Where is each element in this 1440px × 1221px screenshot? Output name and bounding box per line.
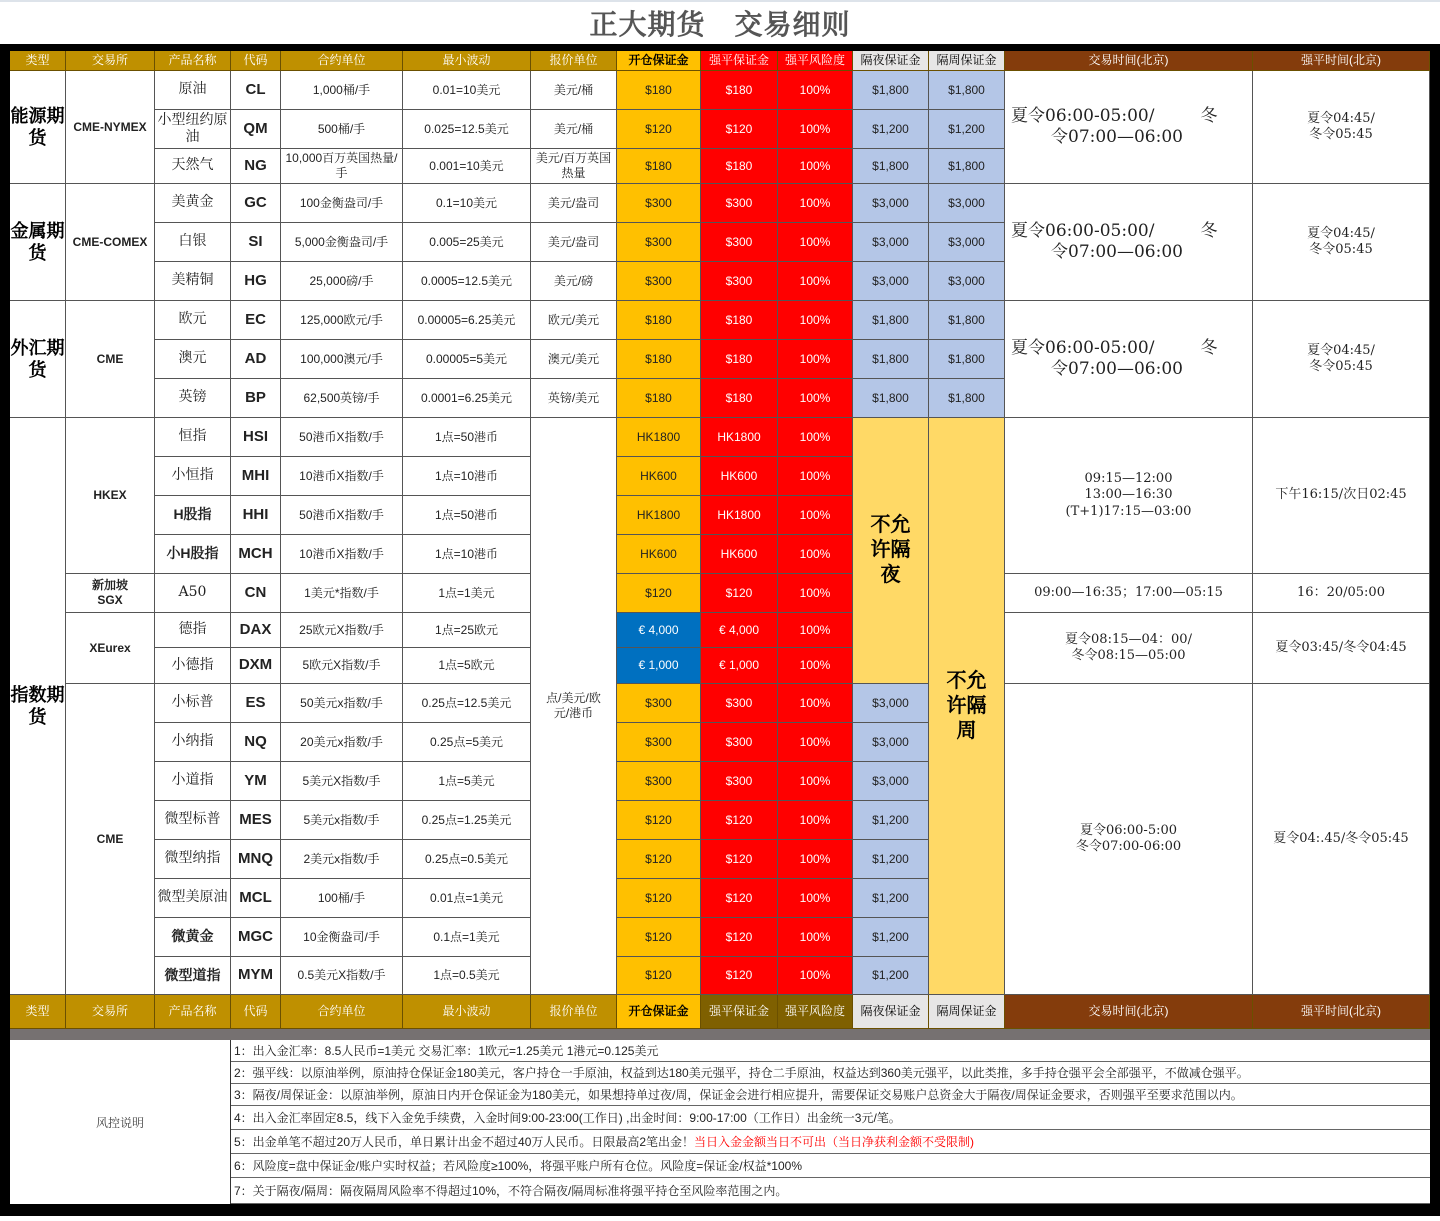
risk-note-item (231, 1062, 1430, 1084)
open-margin: $300 (617, 223, 701, 262)
product-code: DXM (231, 648, 281, 684)
liquidation-risk: 100% (778, 149, 853, 184)
overweek-margin: $1,800 (929, 149, 1005, 184)
liquidation-risk: 100% (778, 879, 853, 918)
page-title: 正大期货 交易细则 (0, 0, 1440, 44)
product-name: 小纳指 (155, 723, 231, 762)
product-code: HG (231, 262, 281, 301)
liquidation-risk: 100% (778, 223, 853, 262)
product-code: DAX (231, 613, 281, 648)
liquidation-risk: 100% (778, 110, 853, 149)
open-margin: $300 (617, 684, 701, 723)
product-code: YM (231, 762, 281, 801)
open-margin: $120 (617, 918, 701, 957)
product-code: HSI (231, 418, 281, 457)
overnight-margin: $1,800 (853, 340, 929, 379)
overnight-margin: $1,200 (853, 879, 929, 918)
liquidation-risk: 100% (778, 301, 853, 340)
min-tick: 1点=0.5美元 (403, 957, 531, 995)
no-overweek-label: 不允许隔周 (929, 418, 1005, 995)
open-margin: $180 (617, 149, 701, 184)
text-line: 夏令06:00-05:00/ (1011, 220, 1155, 241)
min-tick: 0.25点=1.25美元 (403, 801, 531, 840)
min-tick: 1点=25欧元 (403, 613, 531, 648)
text-line: 令07:00—06:00 (1051, 127, 1183, 147)
quote-unit: 欧元/美元 (531, 301, 617, 340)
exchange-fx: CME (66, 301, 155, 418)
product-name: 恒指 (155, 418, 231, 457)
liq-time-energy (1253, 71, 1430, 184)
liquidation-margin: $180 (701, 340, 778, 379)
min-tick: 1点=1美元 (403, 574, 531, 613)
open-margin: $180 (617, 71, 701, 110)
text-line: 令07:00—06:00 (1051, 242, 1183, 262)
product-code: MES (231, 801, 281, 840)
liquidation-risk: 100% (778, 340, 853, 379)
product-name: 英镑 (155, 379, 231, 418)
exchange-cme: CME (66, 684, 155, 995)
liquidation-margin: $120 (701, 801, 778, 840)
min-tick: 0.1点=1美元 (403, 918, 531, 957)
liquidation-margin: $120 (701, 957, 778, 995)
column-footer: 最小波动 (403, 995, 531, 1029)
text-line: 令07:00—06:00 (1051, 359, 1183, 379)
column-footer: 强平保证金 (701, 995, 778, 1029)
overnight-margin: $1,800 (853, 149, 929, 184)
open-margin: € 4,000 (617, 613, 701, 648)
trade-time-cme (1005, 684, 1253, 995)
liquidation-margin: $120 (701, 110, 778, 149)
trade-time-metal (1005, 184, 1253, 301)
contract-unit: 10港币X指数/手 (281, 457, 403, 496)
contract-unit: 5,000金衡盎司/手 (281, 223, 403, 262)
liquidation-risk: 100% (778, 723, 853, 762)
product-code: MYM (231, 957, 281, 995)
product-name: 微型纳指 (155, 840, 231, 879)
liquidation-margin: $180 (701, 149, 778, 184)
column-header: 代码 (231, 51, 281, 71)
open-margin: $120 (617, 879, 701, 918)
open-margin: HK600 (617, 457, 701, 496)
product-name: 欧元 (155, 301, 231, 340)
contract-unit: 500桶/手 (281, 110, 403, 149)
exchange-energy: CME-NYMEX (66, 71, 155, 184)
liquidation-margin: $120 (701, 840, 778, 879)
product-code: AD (231, 340, 281, 379)
product-code: MHI (231, 457, 281, 496)
quote-unit: 英镑/美元 (531, 379, 617, 418)
text-line: 夏令08:15—04：00/ (1065, 631, 1192, 647)
liquidation-margin: $120 (701, 879, 778, 918)
column-header: 开仓保证金 (617, 51, 701, 71)
contract-unit: 50港币X指数/手 (281, 418, 403, 457)
liquidation-risk: 100% (778, 918, 853, 957)
product-code: MCL (231, 879, 281, 918)
note-text: 4：出入金汇率固定8.5，线下入金免手续费，入金时间9:00-23:00(工作日) ,出金时间：9:00-17:00（工作日）出金统一3元/笔。 (234, 1111, 901, 1125)
open-margin: $180 (617, 301, 701, 340)
text-line: 冬 (1200, 220, 1218, 241)
trade-time-energy (1005, 71, 1253, 184)
overnight-margin: $3,000 (853, 723, 929, 762)
product-code: NQ (231, 723, 281, 762)
liquidation-margin: € 4,000 (701, 613, 778, 648)
overnight-margin: $1,200 (853, 840, 929, 879)
min-tick: 0.00005=5美元 (403, 340, 531, 379)
column-footer: 交易所 (66, 995, 155, 1029)
exchange-eurex: XEurex (66, 613, 155, 684)
open-margin: HK600 (617, 535, 701, 574)
note-text: 6：风险度=盘中保证金/账户实时权益；若风险度≥100%，将强平账户所有仓位。风险度=保证金/权益*100% (234, 1159, 802, 1173)
text-line: 夏令04:45/ (1307, 225, 1375, 241)
note-text: 3：隔夜/周保证金：以原油举例，原油日内开仓保证金为180美元，如果想持单过夜/周，保证金会进行相应提升，需要保证交易账户总资金大于隔夜/周保证金要求，否则强平至要求范围以内。 (234, 1088, 1243, 1102)
product-name: 天然气 (155, 149, 231, 184)
product-name: 微型美原油 (155, 879, 231, 918)
overweek-margin: $3,000 (929, 223, 1005, 262)
quote-unit: 美元/盎司 (531, 223, 617, 262)
min-tick: 0.01点=1美元 (403, 879, 531, 918)
text-line: 冬令05:45 (1309, 127, 1373, 142)
text-line: 冬令05:45 (1309, 359, 1373, 374)
column-footer: 强平时间(北京) (1253, 995, 1430, 1029)
contract-unit: 100金衡盎司/手 (281, 184, 403, 223)
liquidation-risk: 100% (778, 684, 853, 723)
overweek-margin: $3,000 (929, 184, 1005, 223)
contract-unit: 5美元x指数/手 (281, 801, 403, 840)
text-line: 13:00—16:30 (1084, 487, 1173, 503)
product-name: 微型道指 (155, 957, 231, 995)
quote-unit: 美元/百万英国热量 (531, 149, 617, 184)
contract-unit: 5美元X指数/手 (281, 762, 403, 801)
liquidation-risk: 100% (778, 840, 853, 879)
product-code: GC (231, 184, 281, 223)
open-margin: $300 (617, 184, 701, 223)
trade-time-eurex (1005, 613, 1253, 684)
column-header: 强平保证金 (701, 51, 778, 71)
liquidation-margin: $120 (701, 918, 778, 957)
liquidation-risk: 100% (778, 418, 853, 457)
product-code: CL (231, 71, 281, 110)
min-tick: 0.0001=6.25美元 (403, 379, 531, 418)
note-text: 1：出入金汇率：8.5人民币=1美元 交易汇率：1欧元=1.25美元 1港元=0.125美元 (234, 1044, 659, 1058)
column-footer: 产品名称 (155, 995, 231, 1029)
min-tick: 0.005=25美元 (403, 223, 531, 262)
open-margin: $300 (617, 262, 701, 301)
column-footer: 类型 (10, 995, 66, 1029)
liq-time-sgx: 16：20/05:00 (1253, 574, 1430, 613)
contract-unit: 1美元*指数/手 (281, 574, 403, 613)
min-tick: 0.01=10美元 (403, 71, 531, 110)
category-index: 指数期货 (10, 418, 66, 995)
overweek-margin: $1,800 (929, 71, 1005, 110)
liquidation-margin: $300 (701, 723, 778, 762)
column-footer: 合约单位 (281, 995, 403, 1029)
separator-bar (10, 1029, 1430, 1040)
quote-unit: 美元/盎司 (531, 184, 617, 223)
risk-notes-label: 风控说明 (10, 1040, 231, 1204)
open-margin: $120 (617, 840, 701, 879)
risk-note-item (231, 1130, 1430, 1154)
category-metal: 金属期货 (10, 184, 66, 301)
exchange-metal: CME-COMEX (66, 184, 155, 301)
contract-unit: 50港币X指数/手 (281, 496, 403, 535)
quote-unit: 美元/磅 (531, 262, 617, 301)
liquidation-risk: 100% (778, 801, 853, 840)
min-tick: 1点=5欧元 (403, 648, 531, 684)
overweek-margin: $3,000 (929, 262, 1005, 301)
contract-unit: 10金衡盎司/手 (281, 918, 403, 957)
liquidation-margin: HK1800 (701, 418, 778, 457)
text-line: 夏令04:45/ (1307, 110, 1375, 126)
product-name: 原油 (155, 71, 231, 110)
overnight-margin: $1,200 (853, 801, 929, 840)
text-line: 夏令06:00-05:00/ (1011, 105, 1155, 126)
liquidation-risk: 100% (778, 262, 853, 301)
product-name: 微型标普 (155, 801, 231, 840)
product-name: 小恒指 (155, 457, 231, 496)
overweek-margin: $1,800 (929, 301, 1005, 340)
product-code: QM (231, 110, 281, 149)
overnight-margin: $3,000 (853, 223, 929, 262)
trade-time-hkex (1005, 418, 1253, 574)
min-tick: 0.25点=5美元 (403, 723, 531, 762)
open-margin: $120 (617, 801, 701, 840)
liquidation-margin: $180 (701, 71, 778, 110)
overnight-margin: $3,000 (853, 184, 929, 223)
liquidation-risk: 100% (778, 613, 853, 648)
liquidation-risk: 100% (778, 496, 853, 535)
contract-unit: 2美元x指数/手 (281, 840, 403, 879)
quote-unit: 美元/桶 (531, 110, 617, 149)
column-header: 交易所 (66, 51, 155, 71)
contract-unit: 25,000磅/手 (281, 262, 403, 301)
liq-time-fx (1253, 301, 1430, 418)
risk-note-item (231, 1084, 1430, 1106)
product-code: ES (231, 684, 281, 723)
column-header: 报价单位 (531, 51, 617, 71)
liquidation-risk: 100% (778, 184, 853, 223)
open-margin: € 1,000 (617, 648, 701, 684)
category-fx: 外汇期货 (10, 301, 66, 418)
min-tick: 0.1=10美元 (403, 184, 531, 223)
trade-time-fx (1005, 301, 1253, 418)
liquidation-margin: $180 (701, 379, 778, 418)
overnight-margin: $1,200 (853, 918, 929, 957)
column-header: 隔周保证金 (929, 51, 1005, 71)
product-code: HHI (231, 496, 281, 535)
min-tick: 1点=50港币 (403, 418, 531, 457)
text-line: 夏令04:45/ (1307, 342, 1375, 358)
quote-unit: 美元/桶 (531, 71, 617, 110)
overnight-margin: $3,000 (853, 262, 929, 301)
product-name: 澳元 (155, 340, 231, 379)
open-margin: $300 (617, 762, 701, 801)
text-line: 09:15—12:00 (1084, 471, 1173, 487)
text-line: (T+1)17:15—03:00 (1065, 503, 1192, 519)
liquidation-risk: 100% (778, 71, 853, 110)
text-line: 冬 (1200, 105, 1218, 126)
min-tick: 0.001=10美元 (403, 149, 531, 184)
quote-unit-index: 点/美元/欧元/港币 (531, 418, 617, 995)
contract-unit: 100桶/手 (281, 879, 403, 918)
product-name: 美黄金 (155, 184, 231, 223)
text-line: 冬令07:00-06:00 (1075, 839, 1182, 854)
product-code: CN (231, 574, 281, 613)
product-code: NG (231, 149, 281, 184)
liquidation-margin: $180 (701, 301, 778, 340)
exchange-hkex: HKEX (66, 418, 155, 574)
overnight-margin: $1,800 (853, 379, 929, 418)
quote-unit: 澳元/美元 (531, 340, 617, 379)
product-name: 白银 (155, 223, 231, 262)
column-header: 强平时间(北京) (1253, 51, 1430, 71)
column-header: 产品名称 (155, 51, 231, 71)
product-name: 小德指 (155, 648, 231, 684)
product-name: 小型纽约原油 (155, 110, 231, 149)
contract-unit: 20美元x指数/手 (281, 723, 403, 762)
product-code: MGC (231, 918, 281, 957)
liquidation-risk: 100% (778, 457, 853, 496)
open-margin: $120 (617, 574, 701, 613)
contract-unit: 100,000澳元/手 (281, 340, 403, 379)
min-tick: 0.25点=0.5美元 (403, 840, 531, 879)
product-name: 德指 (155, 613, 231, 648)
min-tick: 0.00005=6.25美元 (403, 301, 531, 340)
liquidation-margin: $300 (701, 223, 778, 262)
product-name: 小道指 (155, 762, 231, 801)
min-tick: 1点=50港币 (403, 496, 531, 535)
min-tick: 1点=10港币 (403, 535, 531, 574)
contract-unit: 0.5美元X指数/手 (281, 957, 403, 995)
contract-unit: 10港币X指数/手 (281, 535, 403, 574)
overnight-margin: $1,800 (853, 301, 929, 340)
column-header: 强平风险度 (778, 51, 853, 71)
column-footer: 隔夜保证金 (853, 995, 929, 1029)
liquidation-risk: 100% (778, 648, 853, 684)
open-margin: HK1800 (617, 496, 701, 535)
min-tick: 1点=10港币 (403, 457, 531, 496)
liq-time-metal (1253, 184, 1430, 301)
column-header: 交易时间(北京) (1005, 51, 1253, 71)
liquidation-risk: 100% (778, 762, 853, 801)
column-header: 最小波动 (403, 51, 531, 71)
liquidation-margin: $300 (701, 684, 778, 723)
risk-note-item (231, 1106, 1430, 1130)
risk-note-item (231, 1178, 1430, 1204)
open-margin: $180 (617, 379, 701, 418)
liquidation-margin: HK600 (701, 535, 778, 574)
liquidation-risk: 100% (778, 379, 853, 418)
product-code: MCH (231, 535, 281, 574)
exchange-sgx: 新加坡SGX (66, 574, 155, 613)
liquidation-risk: 100% (778, 574, 853, 613)
contract-unit: 50美元x指数/手 (281, 684, 403, 723)
liquidation-margin: HK1800 (701, 496, 778, 535)
product-name: 美精铜 (155, 262, 231, 301)
contract-unit: 5欧元X指数/手 (281, 648, 403, 684)
liquidation-margin: HK600 (701, 457, 778, 496)
column-header: 类型 (10, 51, 66, 71)
overnight-margin: $1,200 (853, 957, 929, 995)
open-margin: $180 (617, 340, 701, 379)
contract-unit: 1,000桶/手 (281, 71, 403, 110)
column-footer: 隔周保证金 (929, 995, 1005, 1029)
product-code: EC (231, 301, 281, 340)
overweek-margin: $1,200 (929, 110, 1005, 149)
contract-unit: 125,000欧元/手 (281, 301, 403, 340)
min-tick: 1点=5美元 (403, 762, 531, 801)
category-energy: 能源期货 (10, 71, 66, 184)
risk-note-item (231, 1040, 1430, 1062)
overnight-margin: $3,000 (853, 762, 929, 801)
column-footer: 开仓保证金 (617, 995, 701, 1029)
liquidation-margin: € 1,000 (701, 648, 778, 684)
contract-unit: 10,000百万英国热量/手 (281, 149, 403, 184)
text-line: 冬 (1200, 337, 1218, 358)
column-footer: 交易时间(北京) (1005, 995, 1253, 1029)
text-line: 冬令05:45 (1309, 242, 1373, 257)
column-footer: 代码 (231, 995, 281, 1029)
note-text: 5：出金单笔不超过20万人民币，单日累计出金不超过40万人民币。日限最高2笔出金！ (234, 1135, 695, 1149)
liq-time-eurex: 夏令03:45/冬令04:45 (1253, 613, 1430, 684)
liquidation-margin: $300 (701, 184, 778, 223)
trade-time-sgx: 09:00—16:35；17:00—05:15 (1005, 574, 1253, 613)
liquidation-risk: 100% (778, 535, 853, 574)
product-name: 小H股指 (155, 535, 231, 574)
product-name: 微黄金 (155, 918, 231, 957)
note-text: 2：强平线：以原油举例，原油持仓保证金180美元，客户持仓一手原油，权益到达180美元强平，持仓二手原油，权益达到360美元强平，以此类推，多手持仓强平会全部强平，不做减仓强平。 (234, 1066, 1249, 1080)
liquidation-risk: 100% (778, 957, 853, 995)
note-text: 7：关于隔夜/隔周：隔夜隔周风险率不得超过10%，不符合隔夜/隔周标准将强平持仓至风险率范围之内。 (234, 1184, 788, 1198)
open-margin: HK1800 (617, 418, 701, 457)
column-header: 合约单位 (281, 51, 403, 71)
liq-time-hkex: 下午16:15/次日02:45 (1253, 418, 1430, 574)
contract-unit: 25欧元X指数/手 (281, 613, 403, 648)
no-overnight-label: 不允许隔夜 (853, 418, 929, 684)
min-tick: 0.25点=12.5美元 (403, 684, 531, 723)
column-footer: 报价单位 (531, 995, 617, 1029)
contract-unit: 62,500英镑/手 (281, 379, 403, 418)
text-line: 夏令06:00-5:00 (1079, 822, 1178, 838)
overweek-margin: $1,800 (929, 340, 1005, 379)
liquidation-margin: $120 (701, 574, 778, 613)
open-margin: $120 (617, 957, 701, 995)
note-warning: 当日入金金额当日不可出（当日净获利金额不受限制) (694, 1135, 975, 1149)
open-margin: $120 (617, 110, 701, 149)
liquidation-margin: $300 (701, 262, 778, 301)
column-header: 隔夜保证金 (853, 51, 929, 71)
risk-note-item (231, 1154, 1430, 1178)
overnight-margin: $3,000 (853, 684, 929, 723)
product-code: SI (231, 223, 281, 262)
product-name: H股指 (155, 496, 231, 535)
product-name: A50 (155, 574, 231, 613)
overnight-margin: $1,200 (853, 110, 929, 149)
min-tick: 0.0005=12.5美元 (403, 262, 531, 301)
product-code: BP (231, 379, 281, 418)
liquidation-margin: $300 (701, 762, 778, 801)
open-margin: $300 (617, 723, 701, 762)
product-code: MNQ (231, 840, 281, 879)
product-name: 小标普 (155, 684, 231, 723)
overweek-margin: $1,800 (929, 379, 1005, 418)
column-footer: 强平风险度 (778, 995, 853, 1029)
liq-time-cme: 夏令04:.45/冬令05:45 (1253, 684, 1430, 995)
overnight-margin: $1,800 (853, 71, 929, 110)
text-line: 夏令06:00-05:00/ (1011, 337, 1155, 358)
text-line: 冬令08:15—05:00 (1071, 648, 1186, 663)
min-tick: 0.025=12.5美元 (403, 110, 531, 149)
